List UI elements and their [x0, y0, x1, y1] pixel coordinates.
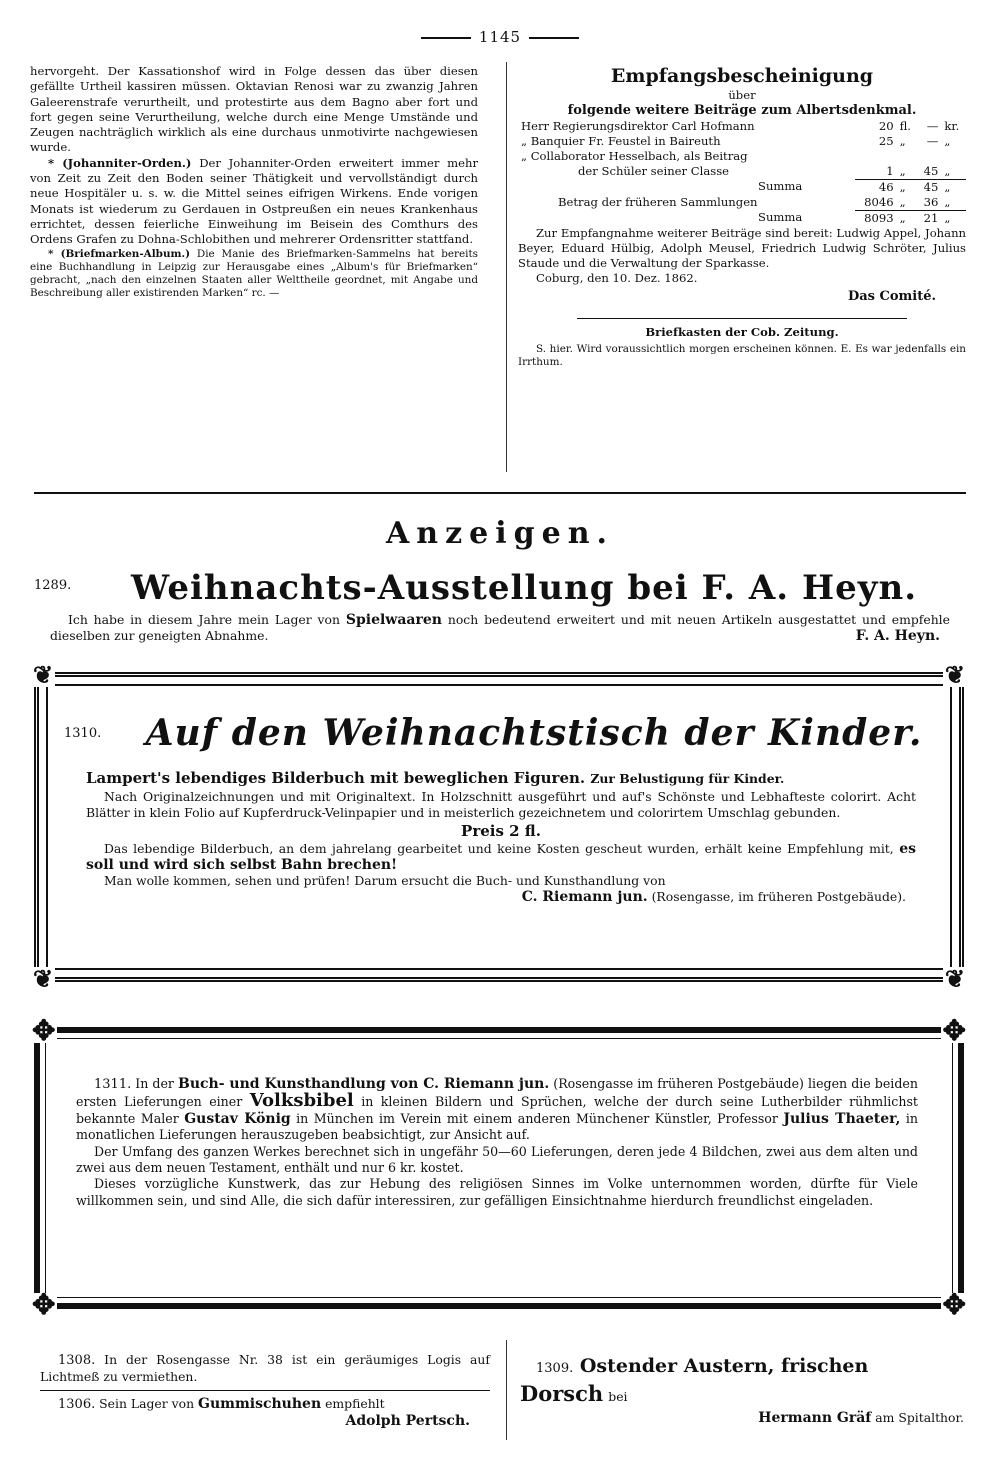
ornament-icon: ✥ [32, 1014, 56, 1047]
row-kr-amount: — [926, 118, 939, 133]
table-row [518, 210, 966, 226]
ad-text: In der [135, 1076, 174, 1091]
row-label: Betrag der früheren Sammlungen [558, 194, 758, 209]
ad-number: 1310. [64, 726, 102, 741]
column-divider [506, 62, 507, 472]
row-kr [941, 149, 966, 164]
divider [529, 37, 579, 39]
ad-paragraph: Dieses vorzügliche Kunstwerk, das zur Hebung des religiösen Sinnes im Volke unternommen worden, dürfte für Viele willkommen sein, und sind Alle, die sich dafür interessiren, zur gefälligen Einsichtnahme hierdurch freundlichst eingeladen. [76, 1176, 918, 1208]
receipt-place-date: Coburg, den 10. Dez. 1862. [536, 271, 698, 286]
row-kr: „ [944, 133, 951, 148]
divider [577, 318, 907, 319]
ad-headline: Dorsch [520, 1381, 604, 1406]
article-head: * (Johanniter-Orden.) [48, 155, 192, 170]
ornament-icon: ✥ [942, 1288, 966, 1321]
ad-signature-line [520, 1410, 980, 1426]
row-amount [855, 149, 897, 164]
ad-paragraph: Der Umfang des ganzen Werkes berechnet sich in ungefähr 50—60 Lieferungen, deren jede 4 Bildchen, zwei aus dem alten und zwei aus dem neuen Testament, enthält und nur 6 kr. kostet. [76, 1143, 918, 1176]
ad-bold-text: Gustav König [184, 1110, 291, 1127]
receipt-over: über [728, 88, 756, 102]
column-divider [506, 1340, 507, 1440]
row-unit: „ [899, 133, 906, 148]
ad-subhead-note: Zur Belustigung für Kinder. [590, 771, 785, 786]
ad-bold-text: es soll und wird sich selbst Bahn brechen! [86, 841, 916, 873]
row-amount: 46 [855, 179, 897, 195]
row-kr-amount: 45 [923, 163, 939, 178]
row-kr: „ [941, 210, 966, 226]
ad-subhead-title: Lampert's lebendiges Bilderbuch mit beweglichen Figuren. [86, 769, 586, 787]
ad-paragraph [40, 1352, 490, 1385]
ad-bold-text: Gummischuhen [198, 1396, 322, 1412]
page-number [0, 28, 1000, 46]
ad-1308 [40, 1352, 490, 1385]
contribution-table [518, 119, 966, 226]
row-label: „ Banquier Fr. Feustel in Baireuth [521, 133, 721, 148]
row-kr-amount: — [926, 133, 939, 148]
ad-headline: Auf den Weihnachtstisch der Kinder. [145, 712, 923, 754]
table-row [518, 134, 966, 149]
ad-text: in kleinen Bildern und Sprüchen, welche der durch seine Lutherbilder rühmlichst bekannte Maler [76, 1094, 918, 1126]
ad-text: (Rosengasse im früheren Postgebäude) liegen die beiden ersten Lieferungen einer [76, 1076, 918, 1110]
ad-number: 1289. [34, 578, 72, 593]
ad-address: am Spitalthor. [875, 1410, 964, 1425]
article-paragraph [30, 248, 478, 300]
ad-number: 1308. [58, 1353, 96, 1368]
row-kr-amount [917, 149, 941, 164]
ornament-icon: ❦ [944, 964, 965, 993]
ad-text: noch bedeutend erweitert und mit neuen Artikeln ausgestattet und empfehle dieselben zur geneigten Abnahme. [50, 612, 950, 643]
row-unit [897, 149, 917, 164]
article-text: Die Manie des Briefmarken-Sammelns hat bereits eine Buchhandlung in Leipzig zur Herausgabe eines „Album's für Briefmarken“ gebracht, „nach den einzelnen Staaten aller Welttheile geordnet, mit Angabe und Beschreibung aller existirenden Marken“ rc. — [30, 247, 478, 299]
ad-text: in München im Verein mit einem anderen Münchener Künstler, Professor [296, 1110, 778, 1126]
row-kr-amount: 36 [923, 194, 939, 209]
row-label: Summa [758, 210, 803, 225]
article-head: * (Briefmarken-Album.) [48, 247, 191, 260]
ad-1310-text [86, 768, 916, 905]
ad-text: In der Rosengasse Nr. 38 ist ein geräumiges Logis auf Lichtmeß zu vermiethen. [40, 1352, 490, 1384]
right-column [518, 64, 966, 369]
ad-signature-line [86, 889, 916, 905]
ad-headline-line [520, 1354, 980, 1381]
ad-bold-text: Julius Thaeter, [783, 1110, 901, 1127]
ad-1289 [34, 568, 964, 608]
ad-text: Sein Lager von [99, 1396, 195, 1411]
ad-paragraph [86, 841, 916, 873]
ad-number: 1311. [94, 1077, 132, 1092]
ad-signature: F. A. Heyn. [855, 628, 940, 644]
row-kr: „ [944, 163, 951, 178]
row-unit: „ [899, 194, 906, 209]
ad-1311-text [76, 1076, 918, 1209]
receipt-subtitle: folgende weitere Beiträge zum Albertsdenkmal. [567, 103, 917, 119]
row-amount: 1 [886, 163, 894, 178]
ornament-icon: ❦ [944, 660, 965, 689]
row-kr-amount: 21 [917, 210, 941, 226]
table-row [518, 179, 966, 195]
ad-1309 [520, 1354, 980, 1426]
receipt-body: Zur Empfangnahme weiterer Beiträge sind bereit: Ludwig Appel, Johann Beyer, Eduard Hülbig, Adolph Meusel, Friedrich Ludwig Schröter, Julius Staude und die Verwaltung der Sparkasse. [518, 225, 966, 271]
left-column [30, 64, 478, 300]
ad-bold-text: Volksbibel [249, 1090, 354, 1112]
ad-signature: C. Riemann jun. [521, 889, 648, 905]
ad-signature-note: (Rosengasse, im früheren Postgebäude). [651, 889, 906, 904]
briefkasten-text: S. hier. Wird voraussichtlich morgen erscheinen können. E. Es war jedenfalls ein Irrthum. [518, 343, 966, 369]
ad-signature: Hermann Gräf [758, 1410, 872, 1426]
row-amount: 25 [878, 133, 894, 148]
table-row [518, 119, 966, 134]
ad-paragraph [76, 1076, 918, 1144]
divider [40, 1390, 490, 1391]
ad-1310 [64, 712, 944, 754]
row-unit: „ [899, 163, 906, 178]
ad-1289-text [50, 612, 950, 644]
ad-bold-text: Buch- und Kunsthandlung von C. Riemann jun. [177, 1076, 550, 1092]
receipt-title: Empfangsbescheinigung [610, 65, 874, 87]
ad-price: Preis 2 fl. [461, 822, 541, 840]
row-kr: kr. [944, 118, 960, 133]
page-number-text: 1145 [478, 28, 522, 46]
table-row [518, 195, 966, 211]
ad-subhead [86, 768, 916, 789]
ad-text: Das lebendige Bilderbuch, an dem jahrelang gearbeitet und keine Kosten gescheut wurden, erhält keine Empfehlung mit, [104, 841, 894, 856]
ad-headline: Ostender Austern, frischen [579, 1355, 869, 1377]
ad-text: in monatlichen Lieferungen herauszugeben beabsichtigt, zur Ansicht auf. [76, 1110, 918, 1143]
receipt-signature: Das Comité. [847, 288, 936, 304]
row-label: „ Collaborator Hesselbach, als Beitrag [521, 148, 748, 163]
ornament-icon: ✥ [942, 1014, 966, 1047]
briefkasten-title: Briefkasten der Cob. Zeitung. [645, 325, 839, 340]
ornament-icon: ✥ [32, 1288, 56, 1321]
ad-paragraph [40, 1396, 490, 1413]
row-unit: „ [897, 179, 917, 195]
divider [421, 37, 471, 39]
ad-number: 1309. [536, 1361, 574, 1376]
ad-headline: Weihnachts-Ausstellung bei F. A. Heyn. [130, 568, 918, 608]
row-amount: 8046 [864, 194, 894, 209]
table-row [518, 149, 966, 164]
row-amount: 8093 [855, 210, 897, 226]
row-label: der Schüler seiner Classe [578, 163, 730, 178]
ad-number: 1306. [58, 1397, 96, 1412]
ad-bold-word: Spielwaaren [345, 612, 442, 628]
table-row [518, 164, 966, 180]
article-paragraph: hervorgeht. Der Kassationshof wird in Folge dessen das über diesen gefällte Urtheil kassiren müssen. Oktavian Renosi war zu zwanzig Jahren Galeerenstrafe verurtheilt, und protestirte aus dem Bagno aber fort und fort gegen seine Verurtheilung, welche durch eine Menge Umstände und Zeugen nachträglich wirklich als eine durchaus unmotivirte nachgewiesen wurde. [30, 64, 478, 155]
ad-text: empfiehlt [325, 1396, 385, 1411]
article-text: Der Johanniter-Orden erweitert immer mehr von Zeit zu Zeit den Boden seiner Thätigkeit und vervollständigt durch neue Hospitäler u. s. w. die Mittel seines eifrigen Wirkens. Ende vorigen Monats ist wiederum zu Gerdauen in Ostpreußen ein neues Krankenhaus errichtet, dessen feierliche Einweihung im Beisein des Comthurs des Ordens Grafen zu Dohna-Schlobithen und mehrerer Ordensritter stattfand. [30, 155, 478, 247]
section-divider [34, 492, 966, 494]
row-label: Summa [758, 179, 803, 194]
ornament-icon: ❦ [33, 660, 54, 689]
ad-paragraph: Nach Originalzeichnungen und mit Originaltext. In Holzschnitt ausgeführt und auf's Schönste und Lebhafteste colorirt. Acht Blätter in klein Folio auf Kupferdruck-Velinpapier und in meisterlich gezeichnetem und colorirtem Umschlag gebunden. [86, 789, 916, 820]
ad-text: Ich habe in diesem Jahre mein Lager von [68, 612, 340, 627]
ad-headline-line [520, 1381, 980, 1410]
ads-heading: Anzeigen. [386, 516, 614, 551]
ad-1306 [40, 1396, 490, 1429]
row-kr: „ [941, 179, 966, 195]
row-label: Herr Regierungsdirektor Carl Hofmann [521, 118, 755, 133]
row-kr: „ [944, 194, 951, 209]
row-unit: „ [897, 210, 917, 226]
ornament-icon: ❦ [33, 964, 54, 993]
row-unit: fl. [899, 118, 911, 133]
row-amount: 20 [878, 118, 894, 133]
ad-text: bei [608, 1389, 628, 1404]
ad-signature: Adolph Pertsch. [345, 1413, 470, 1429]
row-kr-amount: 45 [917, 179, 941, 195]
ad-paragraph: Man wolle kommen, sehen und prüfen! Darum ersucht die Buch- und Kunsthandlung von [104, 873, 666, 888]
article-paragraph [30, 156, 478, 248]
